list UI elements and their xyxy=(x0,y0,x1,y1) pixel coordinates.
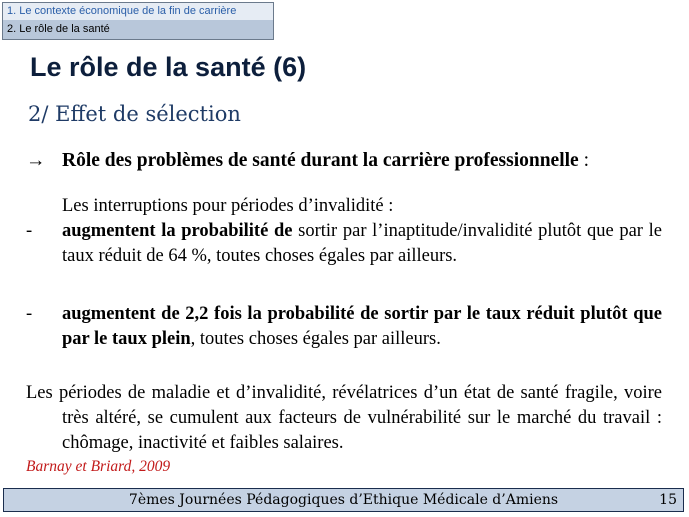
footer-bar xyxy=(3,488,684,512)
key-point-bold: Rôle des problèmes de santé durant la carrière professionnelle xyxy=(62,150,579,171)
arrow-right-icon: → xyxy=(26,150,46,171)
key-point-suffix: : xyxy=(578,150,589,171)
slide-subtitle: 2/ Effet de sélection xyxy=(28,102,241,126)
bullet-bold: augmentent de 2,2 fois la probabilité de sortir par le taux réduit plutôt que par le taux plein xyxy=(62,304,662,349)
breadcrumb-item-health[interactable]: 2. Le rôle de la santé xyxy=(3,20,273,39)
bullet-rest: , toutes choses égales par ailleurs. xyxy=(190,329,441,349)
breadcrumb-item-context[interactable]: 1. Le contexte économique de la fin de carrière xyxy=(3,3,273,20)
footer-title: 7èmes Journées Pédagogiques d’Ethique Médicale d’Amiens xyxy=(128,492,559,508)
page-number: 15 xyxy=(659,492,677,508)
bullet-dash: - xyxy=(26,304,33,324)
bullet-item xyxy=(26,219,662,269)
citation: Barnay et Briard, 2009 xyxy=(26,458,171,475)
intro-text: Les interruptions pour périodes d’invalidité : xyxy=(62,196,394,216)
bullet-item xyxy=(26,302,662,352)
bullet-rest: sortir par l’inaptitude/invalidité plutôt que par le taux réduit de 64 %, toutes choses égales par ailleurs. xyxy=(62,221,662,266)
summary-paragraph: Les périodes de maladie et d’invalidité, révélatrices d’un état de santé fragile, voire très altéré, se cumulent aux facteurs de vulnérabilité sur le marché du travail : chômage, inactivité et faibles salaires. xyxy=(26,383,662,453)
slide-title: Le rôle de la santé (6) xyxy=(30,52,307,82)
bullet-dash: - xyxy=(26,221,33,241)
bullet-bold: augmentent la probabilité de xyxy=(62,221,293,241)
breadcrumb xyxy=(2,2,274,40)
key-point xyxy=(26,150,666,172)
